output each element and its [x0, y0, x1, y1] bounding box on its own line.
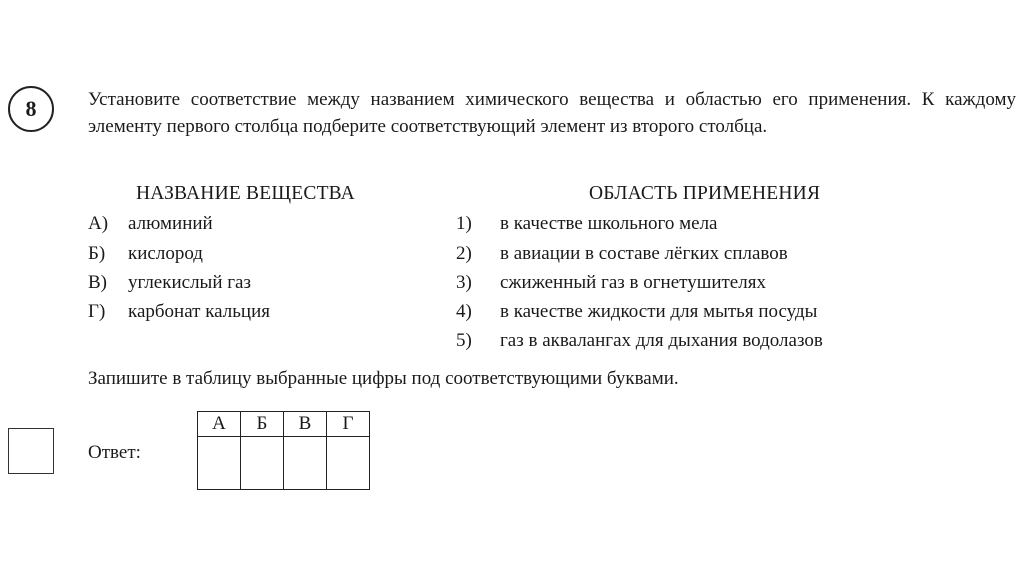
answer-input-cell[interactable]	[327, 437, 370, 490]
answer-header-cell: А	[198, 412, 241, 437]
item-text: кислород	[128, 243, 203, 264]
item-key: 3)	[456, 272, 472, 293]
item-text: сжиженный газ в огнетушителях	[500, 272, 766, 293]
item-key: А)	[88, 213, 109, 234]
item-text: углекислый газ	[128, 272, 251, 293]
answer-table	[197, 411, 370, 490]
question-number: 8	[25, 96, 37, 121]
answer-input-cell[interactable]	[198, 437, 241, 490]
list-item	[88, 301, 270, 323]
item-key: 1)	[456, 213, 472, 234]
application-column-header: ОБЛАСТЬ ПРИМЕНЕНИЯ	[589, 183, 821, 204]
question-instruction: Установите соответствие между названием химического вещества и областью его применения. К каждому элементу первого столбца подберите соответствующий элемент из второго столбца.	[88, 89, 1016, 137]
list-item	[456, 243, 788, 265]
item-key: Б)	[88, 243, 106, 264]
item-key: 5)	[456, 330, 472, 351]
item-key: 4)	[456, 301, 472, 322]
answer-input-cell[interactable]	[241, 437, 284, 490]
list-item	[456, 330, 823, 352]
list-item	[456, 301, 817, 323]
list-item	[88, 272, 251, 294]
item-text: в авиации в составе лёгких сплавов	[500, 243, 788, 264]
list-item	[456, 213, 717, 235]
item-text: алюминий	[128, 213, 213, 234]
item-key: Г)	[88, 301, 106, 322]
answer-input-cell[interactable]	[284, 437, 327, 490]
write-instruction: Запишите в таблицу выбранные цифры под соответствующими буквами.	[88, 368, 679, 389]
score-box	[8, 428, 54, 474]
item-text: карбонат кальция	[128, 301, 270, 322]
answer-header-cell: Б	[241, 412, 284, 437]
item-key: 2)	[456, 243, 472, 264]
item-text: в качестве школьного мела	[500, 213, 718, 234]
item-text: в качестве жидкости для мытья посуды	[500, 301, 818, 322]
item-key: В)	[88, 272, 107, 293]
list-item	[456, 272, 766, 294]
list-item	[88, 243, 203, 265]
answer-header-cell: Г	[327, 412, 370, 437]
list-item	[88, 213, 213, 235]
question-number-badge	[8, 86, 54, 132]
substance-column-header: НАЗВАНИЕ ВЕЩЕСТВА	[136, 183, 355, 204]
item-text: газ в аквалангах для дыхания водолазов	[500, 330, 823, 351]
answer-header-cell: В	[284, 412, 327, 437]
answer-label: Ответ:	[88, 442, 141, 463]
